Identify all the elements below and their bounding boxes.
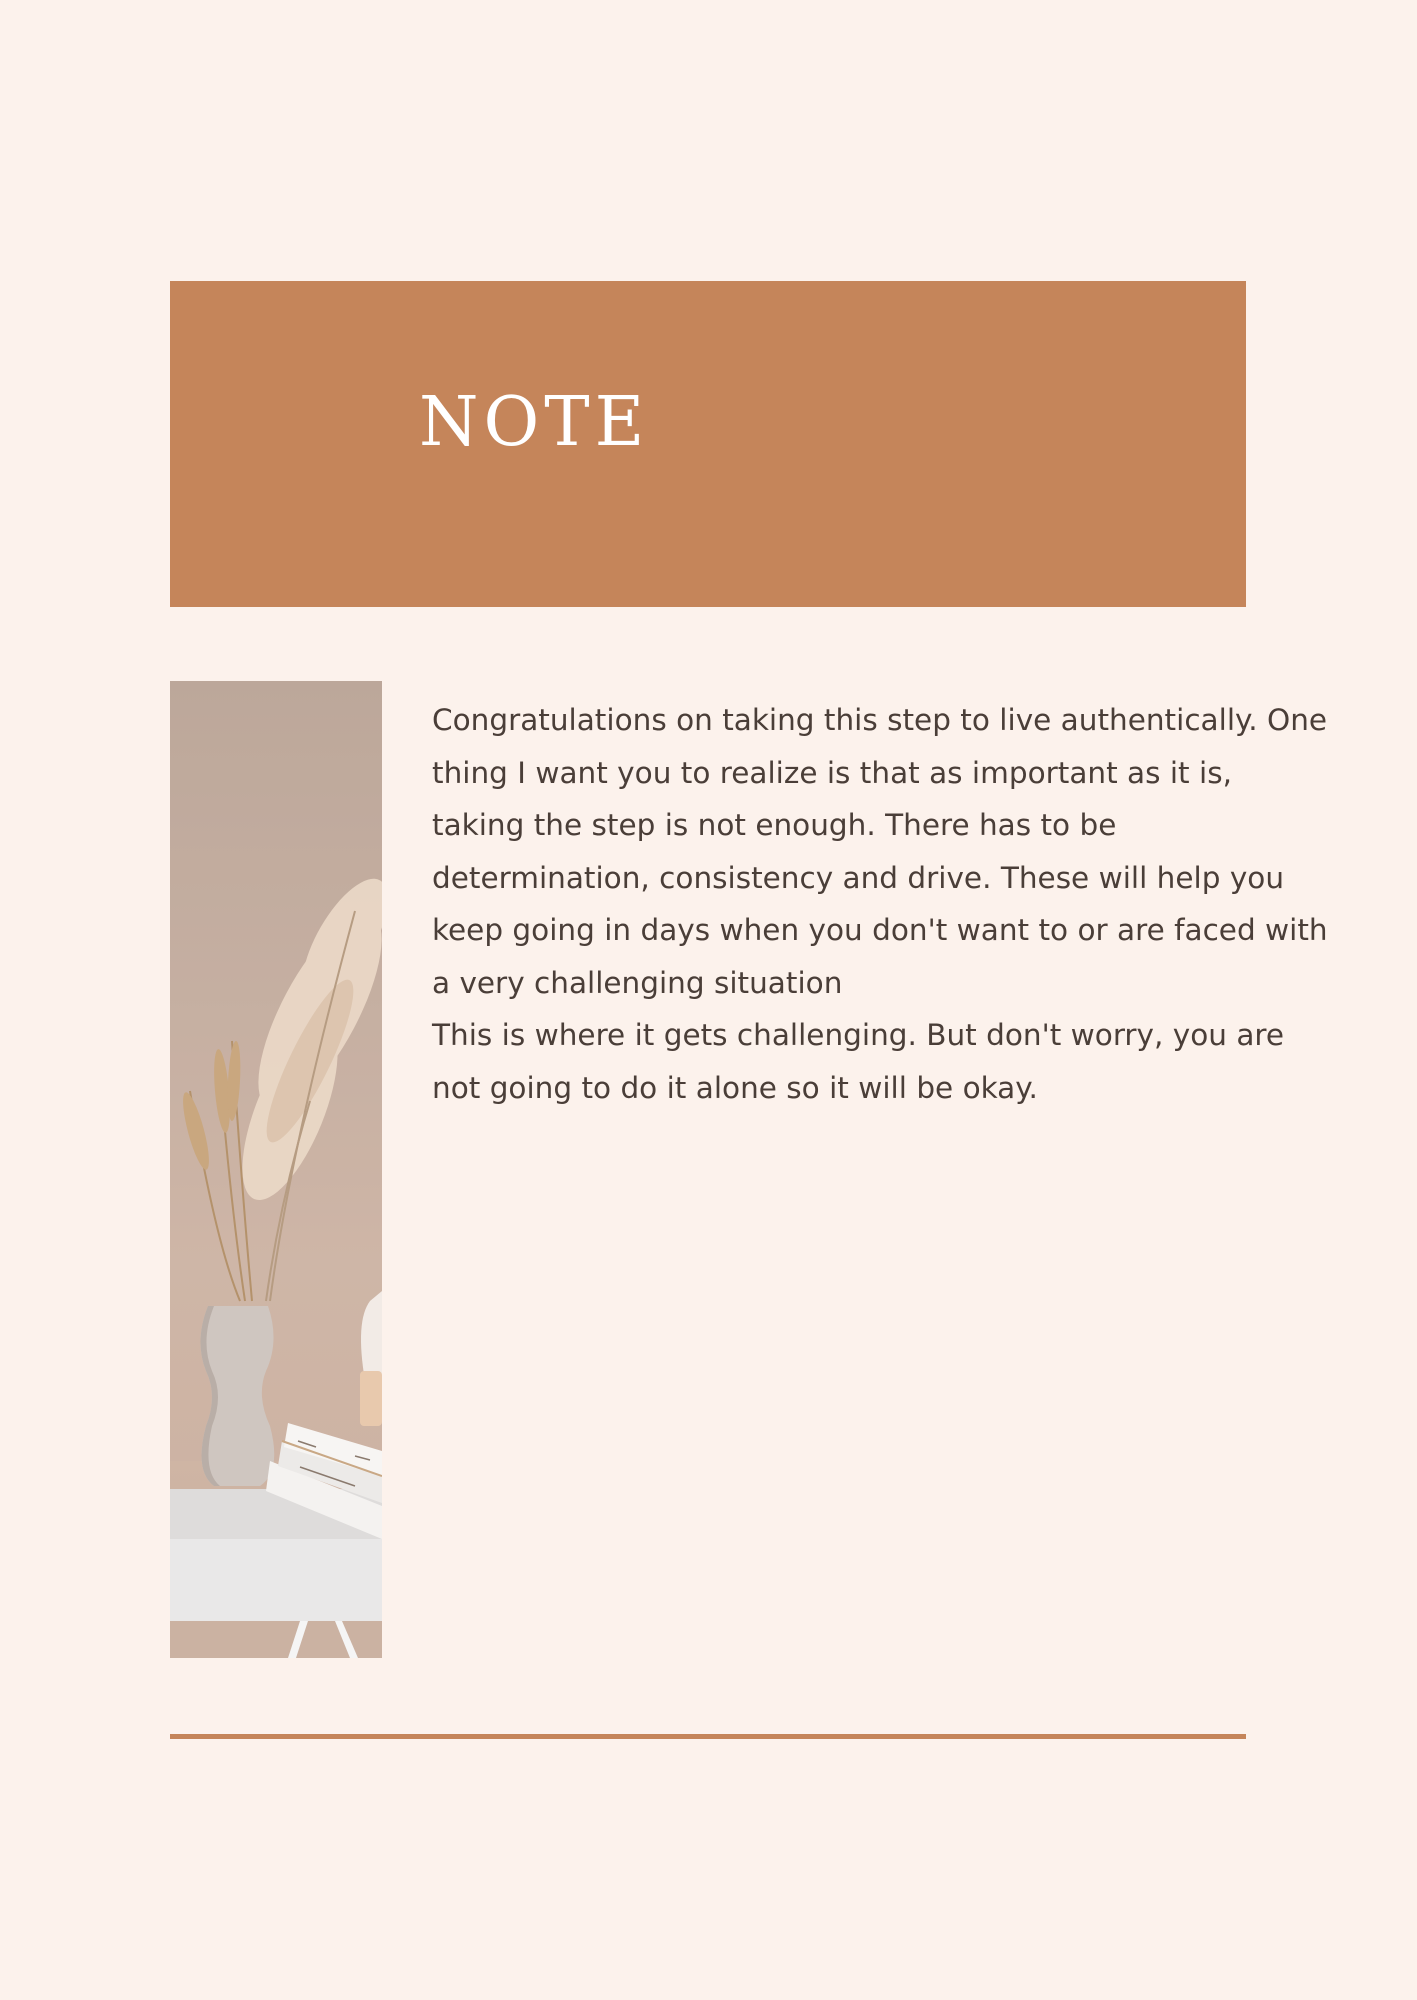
footer-divider [170,1734,1246,1739]
note-paragraph-1: Congratulations on taking this step to live authentically. One thing I want you to realize is that as important as it is, taking the step is not enough. There has to be determination, consistency and drive. These will help you keep going in days when you don't want to or are faced with a very challenging situation [432,703,1328,1000]
note-body [432,694,1332,1114]
page-title: NOTE [419,383,650,462]
header-band [170,281,1246,607]
note-paragraph-2: This is where it gets challenging. But don't worry, you are not going to do it alone so it will be okay. [432,1018,1285,1105]
vase-pampas-photo [170,681,382,1658]
